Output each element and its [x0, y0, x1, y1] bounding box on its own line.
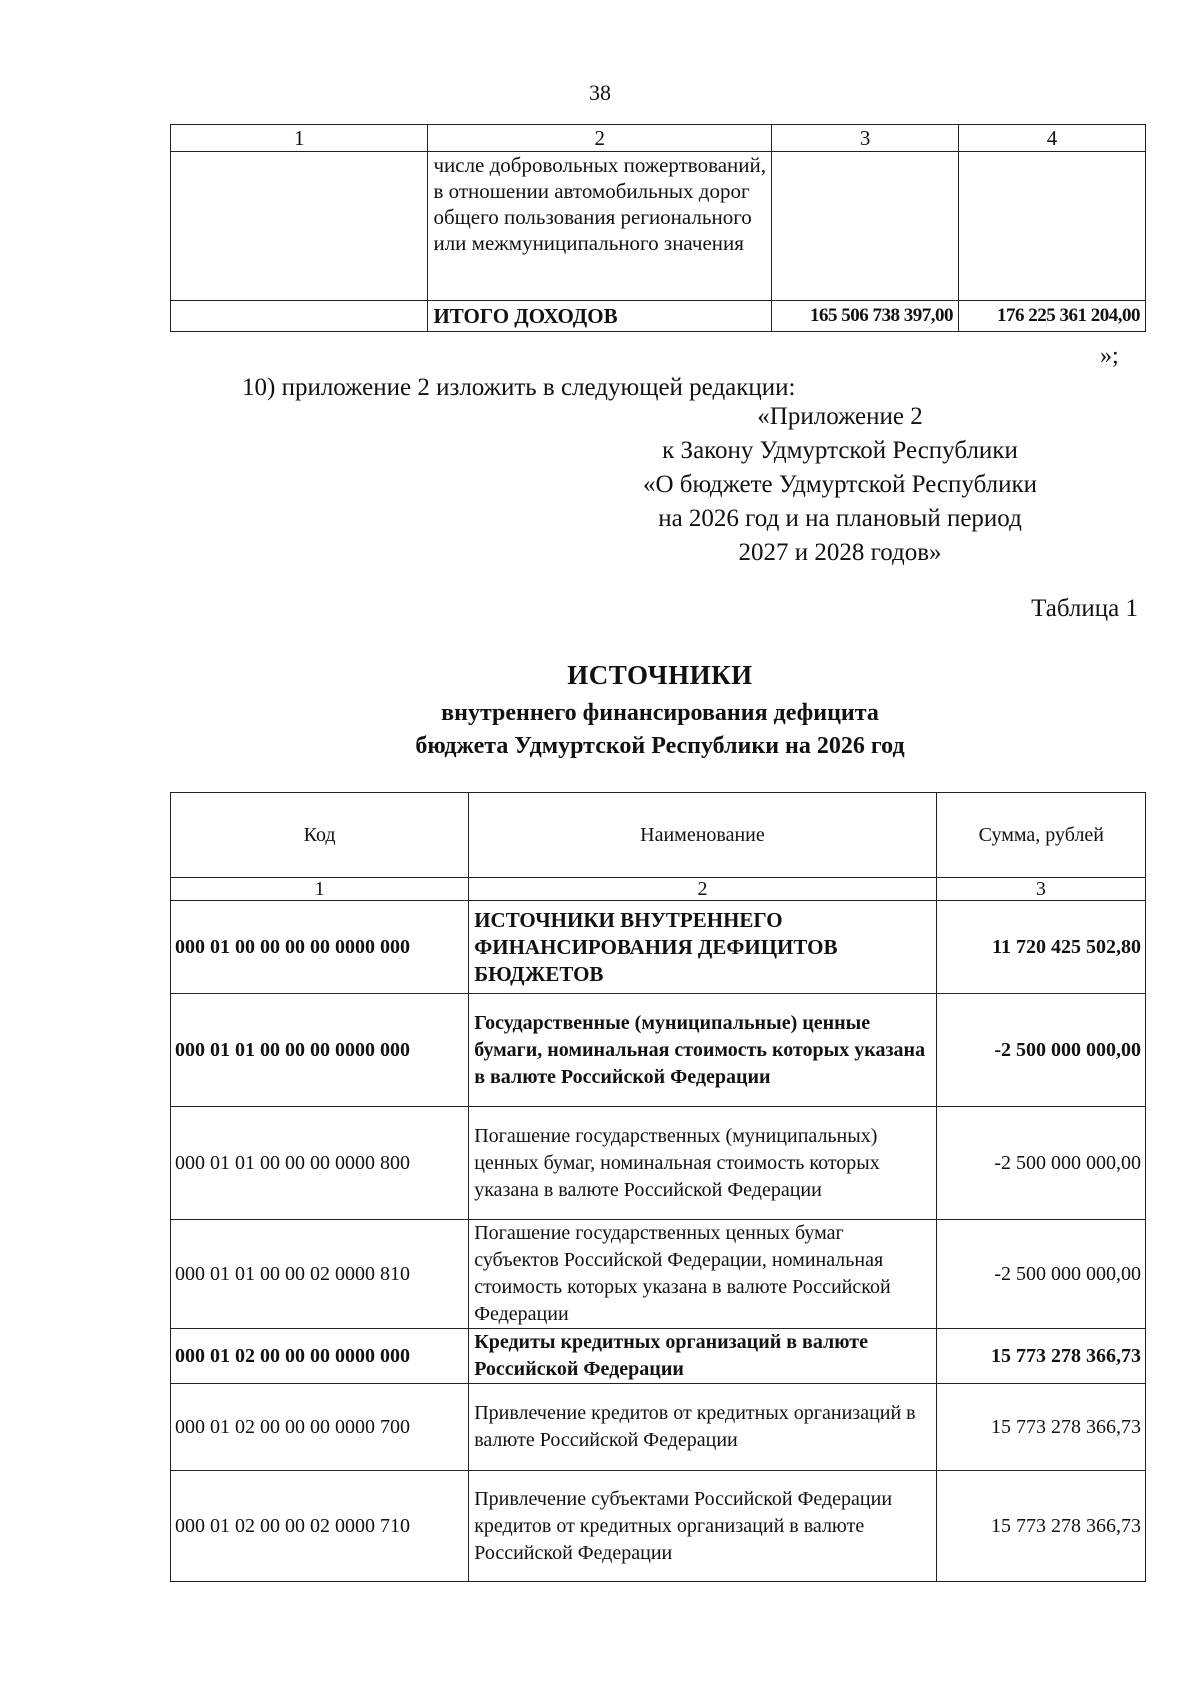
- row-sum: 15 773 278 366,73: [936, 1329, 1145, 1384]
- header-name: Наименование: [469, 793, 937, 878]
- row-name: Кредиты кредитных организаций в валюте Российской Федерации: [469, 1329, 937, 1384]
- table-row: [171, 1220, 1146, 1329]
- appendix-line: 2027 и 2028 годов»: [738, 539, 942, 566]
- column-number-row: [171, 878, 1146, 901]
- table-row: [171, 994, 1146, 1107]
- column-number: 2: [469, 878, 937, 901]
- document-subtitle: внутреннего финансирования дефицита: [441, 700, 879, 726]
- document-title: ИСТОЧНИКИ: [567, 660, 753, 690]
- row-name: ИСТОЧНИКИ ВНУТРЕННЕГО ФИНАНСИРОВАНИЯ ДЕФИЦИТОВ БЮДЖЕТОВ: [469, 901, 937, 994]
- amount-cell: [772, 152, 959, 301]
- appendix-header: [540, 400, 1140, 570]
- row-code: 000 01 02 00 00 00 0000 700: [171, 1384, 469, 1471]
- row-code: 000 01 01 00 00 00 0000 800: [171, 1107, 469, 1220]
- code-cell: [171, 152, 428, 301]
- column-number: 1: [171, 878, 469, 901]
- total-row: [171, 301, 1146, 332]
- row-code: 000 01 01 00 00 00 0000 000: [171, 994, 469, 1107]
- appendix-line: «О бюджете Удмуртской Республики: [642, 471, 1038, 498]
- amount-cell: [959, 152, 1146, 301]
- row-sum: -2 500 000 000,00: [936, 994, 1145, 1107]
- column-number: 2: [428, 125, 772, 152]
- column-number: 1: [171, 125, 428, 152]
- income-table-continuation: [170, 124, 1146, 332]
- row-name: Погашение государственных ценных бумаг субъектов Российской Федерации, номинальная стоимость которых указана в валюте Российской Федерации: [469, 1220, 937, 1329]
- page-number: 38: [589, 80, 611, 105]
- row-name: Государственные (муниципальные) ценные бумаги, номинальная стоимость которых указана в валюте Российской Федерации: [469, 994, 937, 1107]
- table-row: [171, 1384, 1146, 1471]
- code-cell: [171, 301, 428, 332]
- row-sum: -2 500 000 000,00: [936, 1220, 1145, 1329]
- table-row: [171, 152, 1146, 301]
- amendment-text: 10) приложение 2 изложить в следующей редакции:: [242, 374, 796, 401]
- column-number: 3: [772, 125, 959, 152]
- row-sum: -2 500 000 000,00: [936, 1107, 1145, 1220]
- row-sum: 15 773 278 366,73: [936, 1384, 1145, 1471]
- appendix-line: к Закону Удмуртской Республики: [662, 437, 1018, 464]
- total-label: ИТОГО ДОХОДОВ: [428, 301, 772, 332]
- row-name: Привлечение субъектами Российской Федерации кредитов от кредитных организаций в валюте Российской Федерации: [469, 1471, 937, 1582]
- total-2027: 176 225 361 204,00: [959, 301, 1146, 332]
- name-cell: числе добровольных пожертвований, в отношении автомобильных дорог общего пользования регионального или межмуниципального значения: [428, 152, 772, 301]
- row-code: 000 01 00 00 00 00 0000 000: [171, 901, 469, 994]
- row-code: 000 01 02 00 00 00 0000 000: [171, 1329, 469, 1384]
- table-row: [171, 1107, 1146, 1220]
- row-sum: 11 720 425 502,80: [936, 901, 1145, 994]
- row-code: 000 01 01 00 00 02 0000 810: [171, 1220, 469, 1329]
- column-number: 3: [936, 878, 1145, 901]
- appendix-line: «Приложение 2: [757, 403, 923, 430]
- closing-quote: »;: [1100, 343, 1119, 369]
- header-sum: Сумма, рублей: [936, 793, 1145, 878]
- table-header-row: [171, 793, 1146, 878]
- column-number-row: [171, 125, 1146, 152]
- header-code: Код: [171, 793, 469, 878]
- table-row: [171, 1471, 1146, 1582]
- table-row: [171, 901, 1146, 994]
- row-name: Привлечение кредитов от кредитных организаций в валюте Российской Федерации: [469, 1384, 937, 1471]
- row-name: Погашение государственных (муниципальных) ценных бумаг, номинальная стоимость которых указана в валюте Российской Федерации: [469, 1107, 937, 1220]
- row-sum: 15 773 278 366,73: [936, 1471, 1145, 1582]
- total-2026: 165 506 738 397,00: [772, 301, 959, 332]
- row-code: 000 01 02 00 00 02 0000 710: [171, 1471, 469, 1582]
- table-row: [171, 1329, 1146, 1384]
- document-subtitle: бюджета Удмуртской Республики на 2026 год: [415, 733, 905, 759]
- column-number: 4: [959, 125, 1146, 152]
- table-label: Таблица 1: [1031, 595, 1138, 622]
- appendix-line: на 2026 год и на плановый период: [658, 505, 1022, 532]
- deficit-sources-table: [170, 792, 1146, 1582]
